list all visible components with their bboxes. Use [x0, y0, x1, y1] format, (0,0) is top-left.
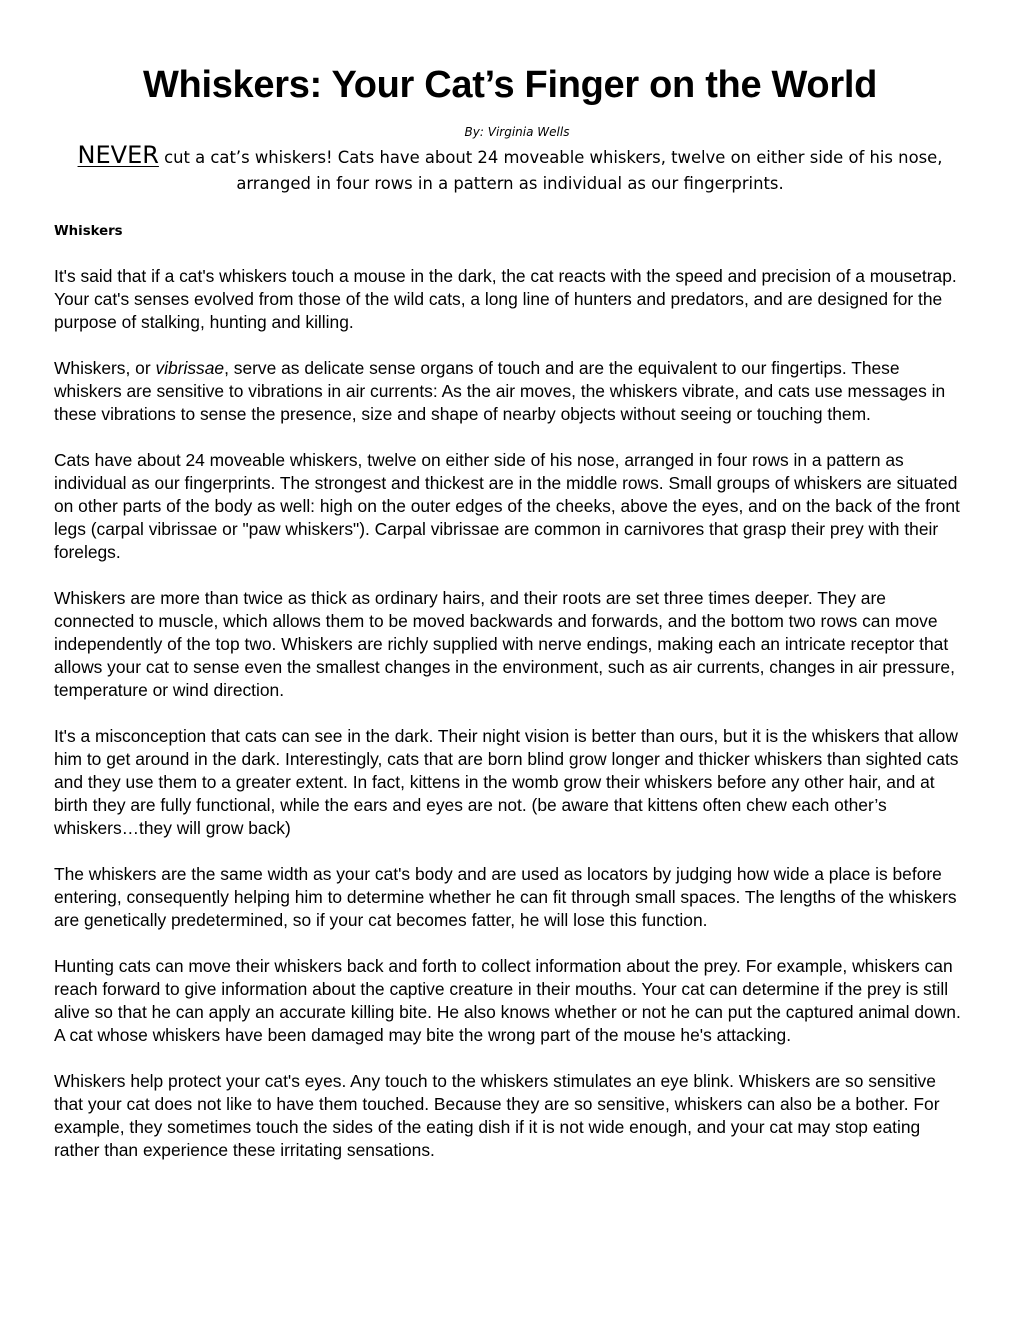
intro-paragraph — [54, 142, 966, 197]
body-paragraph-3: Cats have about 24 moveable whiskers, twelve on either side of his nose, arranged in four rows in a pattern as individual as our fingerprints. The strongest and thickest are in the middle rows. Small groups of whiskers are situated on other parts of the body as well: high on the outer edges of the cheeks, above the eyes, and on the back of the front legs (carpal vibrissae or "paw whiskers"). Carpal vibrissae are common in carnivores that grasp their prey with their forelegs. — [54, 450, 960, 562]
paragraph-2-start: Whiskers, or — [54, 358, 156, 378]
intro-text: cut a cat’s whiskers! Cats have about 24 moveable whiskers, twelve on either side of his nose, arranged in four rows in a pattern as individual as our fingerprints. — [158, 148, 943, 193]
section-heading: Whiskers — [54, 224, 123, 239]
paragraph-2-end: , serve as delicate sense organs of touch and are the equivalent to our fingertips. These whiskers are sensitive to vibrations in air currents: As the air moves, the whiskers vibrate, and cats use messages in these vibrations to sense the presence, size and shape of nearby objects without seeing or touching them. — [54, 358, 946, 424]
body-paragraph-8: Whiskers help protect your cat's eyes. Any touch to the whiskers stimulates an eye blink. Whiskers are so sensitive that your cat does not like to have them touched. Because they are so sensitive, whiskers can also be a bother. For example, they sometimes touch the sides of the eating dish if it is not wide enough, and your cat may stop eating rather than experience these irritating sensations. — [54, 1071, 940, 1160]
author-byline: By: Virginia Wells — [464, 125, 570, 139]
vibrissae-term: vibrissae — [155, 358, 225, 378]
document-title: Whiskers: Your Cat’s Finger on the World — [142, 64, 877, 106]
body-paragraph-7: Hunting cats can move their whiskers back and forth to collect information about the prey. For example, whiskers can reach forward to give information about the captive creature in their mouths. Your cat can determine if the prey is still alive so that he can apply an accurate killing bite. He also knows whether or not he can put the captured animal down. A cat whose whiskers have been damaged may bite the wrong part of the mouse he's attacking. — [54, 956, 961, 1045]
body-paragraph-5: It's a misconception that cats can see in the dark. Their night vision is better than ours, but it is the whiskers that allow him to get around in the dark. Interestingly, cats that are born blind grow longer and thicker whiskers than sighted cats and they use them to a greater extent. In fact, kittens in the womb grow their whiskers before any other hair, and at birth they are fully functional, while the ears and eyes are not. (be aware that kittens often chew each other’s whiskers…they will grow back) — [54, 726, 959, 838]
intro-emphasis: NEVER — [77, 141, 159, 169]
body-paragraph-2 — [54, 357, 966, 426]
document-page — [54, 0, 966, 1162]
body-paragraph-4: Whiskers are more than twice as thick as ordinary hairs, and their roots are set three times deeper. They are connected to muscle, which allows them to be moved backwards and forwards, and the bottom two rows can move independently of the top two. Whiskers are richly supplied with nerve endings, making each an intricate receptor that allows your cat to sense even the smallest changes in the environment, such as air currents, changes in air pressure, temperature or wind direction. — [54, 588, 955, 700]
body-paragraph-1: It's said that if a cat's whiskers touch a mouse in the dark, the cat reacts with the speed and precision of a mousetrap. Your cat's senses evolved from those of the wild cats, a long line of hunters and predators, and are designed for the purpose of stalking, hunting and killing. — [54, 266, 957, 332]
body-paragraph-6: The whiskers are the same width as your cat's body and are used as locators by judging how wide a place is before entering, consequently helping him to determine whether he can fit through small spaces. The lengths of the whiskers are genetically predetermined, so if your cat becomes fatter, he will lose this function. — [54, 864, 957, 930]
